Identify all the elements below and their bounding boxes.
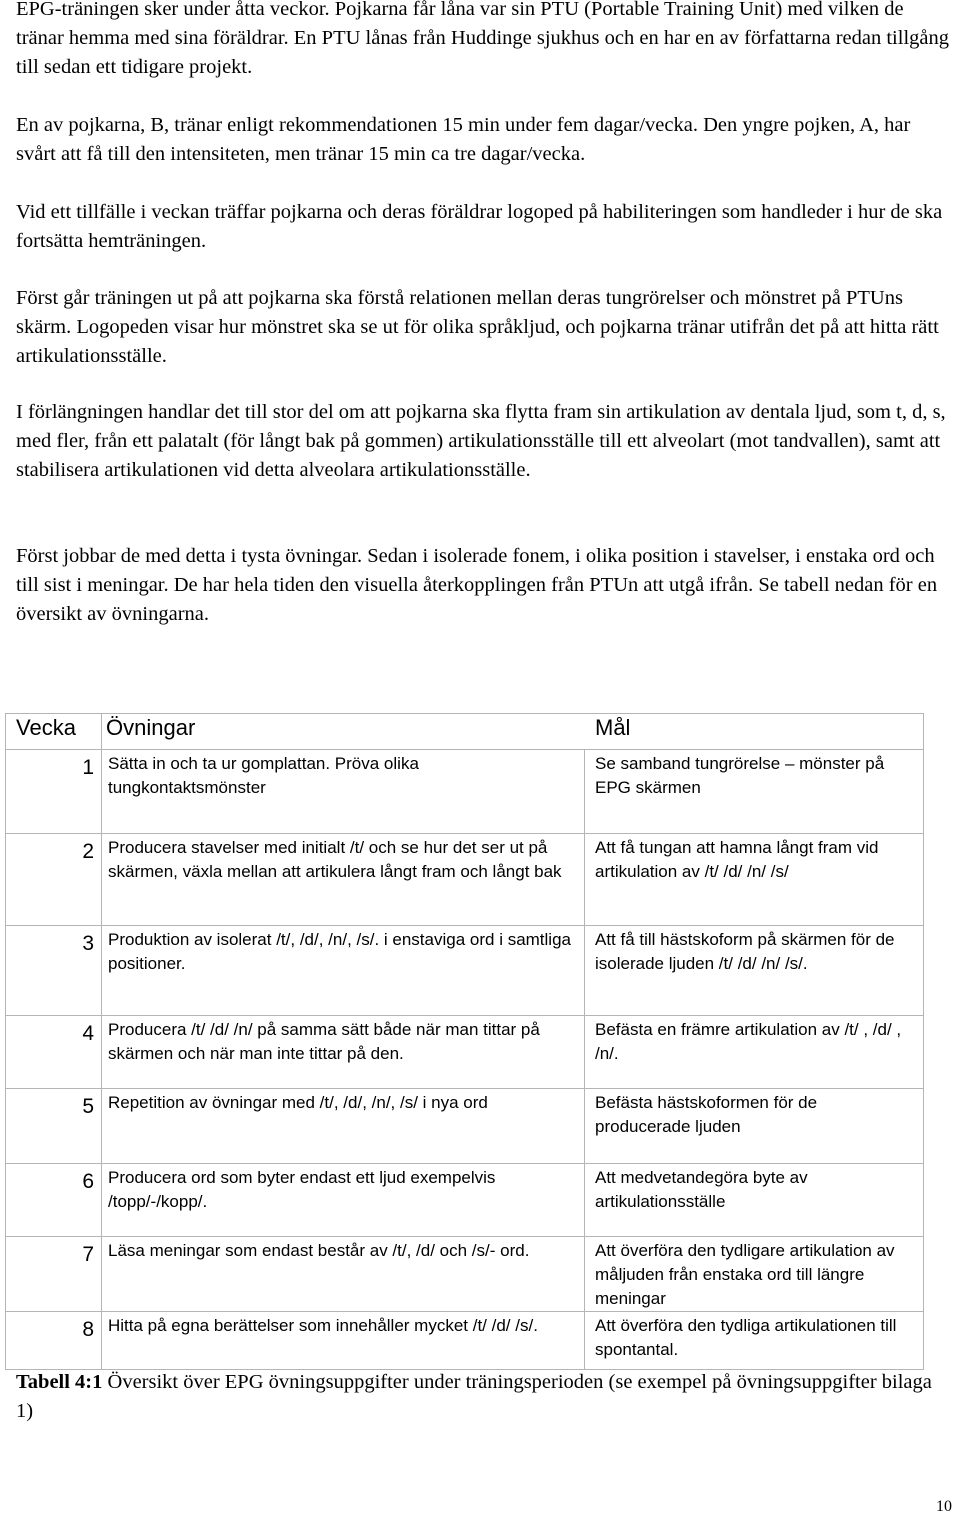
table-header-row [6, 714, 924, 750]
table-row [6, 834, 924, 926]
cell-week: 7 [6, 1237, 102, 1312]
cell-week: 5 [6, 1089, 102, 1164]
paragraph-training-intensity: En av pojkarna, B, tränar enligt rekommendationen 15 min under fem dagar/vecka. Den yngre pojken, A, har svårt att få till den intensiteten, men tränar 15 min ca tre dagar/vecka. [16, 114, 911, 165]
table-caption [16, 1368, 936, 1426]
table-row [6, 1016, 924, 1089]
cell-week: 8 [6, 1312, 102, 1370]
cell-exercise: Producera stavelser med initialt /t/ och se hur det ser ut på skärmen, växla mellan att artikulera långt fram och långt bak [102, 834, 585, 926]
cell-week: 6 [6, 1164, 102, 1237]
table-row [6, 926, 924, 1016]
table-row [6, 1237, 924, 1312]
paragraph-speech-therapist: Vid ett tillfälle i veckan träffar pojkarna och deras föräldrar logoped på habiliteringen som handleder i hur de ska fortsätta hemträningen. [16, 201, 943, 252]
paragraph-training-period: EPG-träningen sker under åtta veckor. Pojkarna får låna var sin PTU (Portable Training Unit) med vilken de tränar hemma med sina föräldrar. En PTU lånas från Huddinge sjukhus och en har en av författarna redan tillgång till sedan ett tidigare projekt. [16, 0, 949, 78]
caption-text: Översikt över EPG övningsuppgifter under träningsperioden (se exempel på övningsuppgifter bilaga 1) [16, 1371, 932, 1422]
cell-goal: Att få till hästskoform på skärmen för de isolerade ljuden /t/ /d/ /n/ /s/. [585, 926, 924, 1016]
header-exercises: Övningar [102, 714, 585, 750]
table-row [6, 1312, 924, 1370]
cell-exercise: Producera ord som byter endast ett ljud exempelvis /topp/-/kopp/. [102, 1164, 585, 1237]
cell-week: 3 [6, 926, 102, 1016]
cell-exercise: Produktion av isolerat /t/, /d/, /n/, /s/. i enstaviga ord i samtliga positioner. [102, 926, 585, 1016]
page-number: 10 [936, 1498, 952, 1515]
paragraph-exercise-progression: Först jobbar de med detta i tysta övningar. Sedan i isolerade fonem, i olika position i stavelser, i enstaka ord och till sist i meningar. De har hela tiden den visuella återkopplingen från PTUn att utgå ifrån. Se tabell nedan för en översikt av övningarna. [16, 545, 938, 625]
table-row [6, 750, 924, 834]
paragraph-training-start: Först går träningen ut på att pojkarna ska förstå relationen mellan deras tungrörelser och mönstret på PTUns skärm. Logopeden visar hur mönstret ska se ut för olika språkljud, och pojkarna tränar utifrån det på att hitta rätt artikulationsställe. [16, 287, 939, 367]
paragraph-articulation-goal: I förlängningen handlar det till stor del om att pojkarna ska flytta fram sin artikulation av dentala ljud, som t, d, s, med fler, från ett palatalt (för långt bak på gommen) artikulationsställe till ett alveolart (mot tandvallen), samt att stabilisera artikulationen vid detta alveolara artikulationsställe. [16, 401, 946, 481]
cell-goal: Se samband tungrörelse – mönster på EPG skärmen [585, 750, 924, 834]
header-week: Vecka [6, 714, 102, 750]
header-goal: Mål [585, 714, 924, 750]
cell-exercise: Repetition av övningar med /t/, /d/, /n/, /s/ i nya ord [102, 1089, 585, 1164]
cell-goal: Befästa en främre artikulation av /t/ , /d/ , /n/. [585, 1016, 924, 1089]
caption-label: Tabell 4:1 [16, 1371, 103, 1393]
cell-exercise: Läsa meningar som endast består av /t/, /d/ och /s/- ord. [102, 1237, 585, 1312]
cell-week: 2 [6, 834, 102, 926]
cell-exercise: Producera /t/ /d/ /n/ på samma sätt både när man tittar på skärmen och när man inte tittar på den. [102, 1016, 585, 1089]
cell-week: 4 [6, 1016, 102, 1089]
table-row [6, 1089, 924, 1164]
table-row [6, 1164, 924, 1237]
cell-exercise: Sätta in och ta ur gomplattan. Pröva olika tungkontaktsmönster [102, 750, 585, 834]
cell-goal: Att överföra den tydliga artikulationen till spontantal. [585, 1312, 924, 1370]
cell-goal: Att få tungan att hamna långt fram vid artikulation av /t/ /d/ /n/ /s/ [585, 834, 924, 926]
cell-exercise: Hitta på egna berättelser som innehåller mycket /t/ /d/ /s/. [102, 1312, 585, 1370]
cell-goal: Att överföra den tydligare artikulation av måljuden från enstaka ord till längre meningar [585, 1237, 924, 1312]
cell-goal: Att medvetandegöra byte av artikulationsställe [585, 1164, 924, 1237]
cell-week: 1 [6, 750, 102, 834]
exercise-table [5, 713, 924, 1370]
cell-goal: Befästa hästskoformen för de producerade ljuden [585, 1089, 924, 1164]
